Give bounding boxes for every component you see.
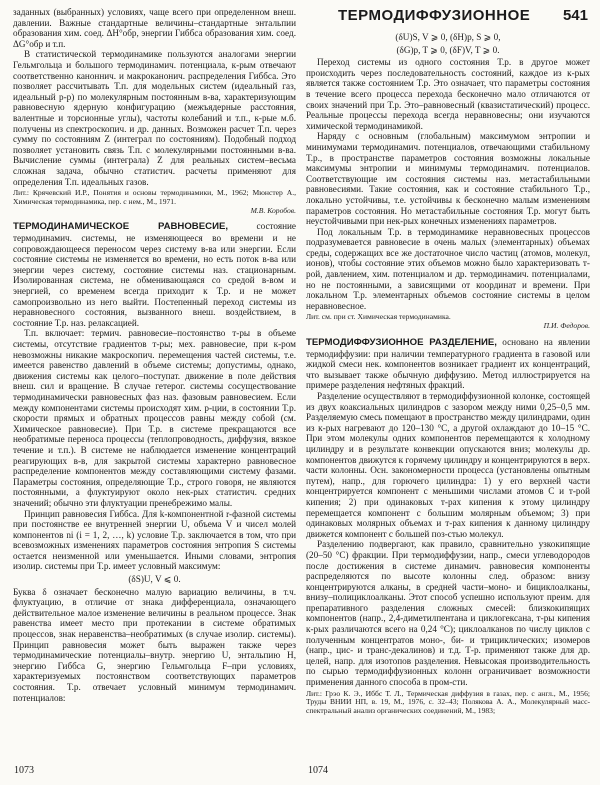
formula: (δG)p, T ⩾ 0, (δF)V, T ⩾ 0.: [396, 44, 500, 55]
paragraph: Под локальным Т.р. в термодинамике неравновесных процессов подразумевается равновесие в очень малых (элементарных) объемах среды, содержащих все же достаточное число частиц (атомов, молекул, ионов), чтобы состояние этих объемов можно было характеризовать т-рой, давлением, хим. потенциалом и др. термодинамич. потенциалами, но не постоянными, а зависящими от координат и времени. При локальном Т.р. элементарных объемов состояние системы в целом неравновесное.: [306, 226, 590, 311]
page-number: 541: [562, 7, 588, 24]
formula: (δS)U, V ⩽ 0.: [128, 574, 181, 585]
literature-text: Лит.: Грэо К. Э., Иббс Т. Л., Термическая диффузия в газах, пер. с англ., М., 1956; Труды ВНИИ НП, в. 19, М., 1976, с. 32–43; Полякова А. А., Молекулярный масс-спектральный анализ органических соединений, М., 1983;: [306, 688, 590, 716]
entry-headword: ТЕРМОДИФФУЗИОННОЕ РАЗДЕЛЕНИЕ,: [306, 337, 497, 349]
paragraph: Разделению подвергают, как правило, сравнительно узкокипящие (20–50 °С) фракции. При термодиффузии, напр., смеси углеводородов после достижения в системе динамич. равновесия компоненты распределяются по высоте колонны след. образом: внизу концентрируются алканы, в средней части–моно- и бициклоалканы, внизу–полициклоалканы. Этот способ успешно используют преим. для препаративного разделения сложных смесей: близкокипящих компонентов (напр., 2,4-диметилпентана и циклогексана, т-ры кипения к-рых различаются всего на 0,24 °С); циклоалканов по числу циклов с полученным концентратов моно-, би- и трициклических; изомеров (напр., цис- и транс-декалинов) и т.д. Т-р. применяют также для др. целей, напр. для изотопов разделения. Невысокая производительность по сырью термодиффузионных колонн ограничивает возможности применения данного способа в пром-сти.: [306, 539, 590, 688]
literature-note: [306, 690, 590, 716]
entry-intro: основано на явлении термодиффузии: при наличии температурного градиента в газовой или жидкой смеси нек. компонентов возникает градиент их концентраций, что вызывает также обычную диффузию. Метод иллюстрируется на примере разделения нефтяных фракций.: [306, 337, 590, 391]
literature-author: М.В. Коробов.: [250, 205, 296, 215]
paragraph: Т.п. включает: термич. равновесие–постоянство т-ры в объеме системы, отсутствие градиентов т-ры; мех. равновесие, при к-ром невозможны никакие макроскопич. перемещения частей системы, т.е. имеется равенство давлений в объеме системы; допустимы, однако, движения системы как целого–поступат. движение в поле действия внеш. сил и вращение. В случае гетерог. системы сосуществование термодинамически равновесных фаз наз. фазовым равновесием. Если между компонентами системы происходят хим. р-ции, в состоянии Т.р. скорости прямых и обратных процессов равны между собой (см. Химическое равновесие). При Т.р. в системе прекращаются все необратимые переноса процессы (теплопроводность, диффузия, вязкое течение и т.п.). В системе не наблюдается изменение концентраций реагирующих в-в, для закрытой системы характерно равновесное распределение компонентов между составляющими систему фазами. Параметры состояния, определяющие Т.р., строго говоря, не являются постоянными, а флуктуируют около нек-рых статистич. средних значений; обычно эти флуктуации пренебрежимо малы.: [13, 328, 296, 508]
paragraph: Буква δ означает бесконечно малую вариацию величины, в т.ч. флуктуацию, в отличие от знака дифференциала, означающего действительное малое изменение величины в реальном процессе. Знак равенства имеет место при протекании в системе обратимых процессов, знак неравенства–необратимых (в случае изолир. системы). Принцип равновесия может быть выражен также через термодинамические потенциалы–внутр. энергию U, энтальпию H, энергию Гиббса G, энергию Гельмгольца F–при условиях, характеризуемых постоянством соответствующих параметров состояния. Т.р. отвечает условный минимум термодинамич. потенциалов:: [13, 586, 296, 703]
entry-intro: состояние термодинамич. системы, не изменяющееся во времени и не сопровождающееся переносом через систему в-ва или энергии. Если состояние системы не изменяется во времени, но есть поток в-ва или энергии через систему, состояние системы наз. стационарным. Изолированная система, не обменивающаяся со средой в-вом и энергией, со временем всегда приходит к Т.р. и не может самопроизвольно из него выйти. Постепенный переход системы из неравновесного состояния, вызванного внеш. воздействием, в состояние Т.р. наз. релаксацией.: [13, 221, 296, 328]
paragraph: Переход системы из одного состояния Т.р. в другое может происходить через последовательность состояний, каждое из к-рых является также состоянием Т.р. Это означает, что параметры состояния в течение всего процесса перехода бесконечно мало отличаются от своих значений при Т.р. Это–равновесный (квазистатический) процесс. Реальные процессы перехода всегда неравновесны; они изучаются химической термодинамикой.: [306, 57, 590, 131]
paragraph: Принцип равновесия Гиббса. Для k-компонентной r-фазной системы при постоянстве ее внутренней энергии U, объема V и чисел молей компонентов ni (i = 1, 2, …, k) условие Т.р. заключается в том, что при всевозможных изменениях параметров состояния энтропия S системы остается неизменной или уменьшается. Иными словами, энтропия изолир. системы при Т.р. имеет условный максимум:: [13, 508, 296, 572]
literature-note: [13, 189, 296, 215]
right-column: [306, 30, 590, 716]
footer-right-number: 1074: [308, 765, 328, 776]
literature-text: Лит.: Крячевский И.Р., Понятия и основы термодинамики, М., 1962; Мюнстер А., Химическая термодинамика, пер. с нем., М., 1971.: [13, 188, 296, 206]
literature-author: П.И. Федоров.: [543, 321, 590, 331]
literature-text: Лит. см. при ст. Химическая термодинамика.: [306, 312, 451, 322]
footer-left-number: 1073: [14, 765, 34, 776]
entry-headword: ТЕРМОДИНАМИЧЕСКОЕ РАВНОВЕСИЕ,: [13, 221, 229, 233]
paragraph: В статистической термодинамике пользуются аналогами энергии Гельмгольца и большого термодинамич. потенциала, к-рым отвечают соответственно каноннич. и макроканонич. распределения Гиббса. Это позволяет рассчитывать Т.п. для модельных систем (идеальный газ, идеальный р-р) по молекулярным постоянным в-ва, характеризующим равновесную ядерную конфигурацию (межъядерные расстояния, валентные и торсионные углы), частоты колебаний и т.п., к-рые м.б. получены из спектроскопич. и др. данных. Возможен расчет Т.п. через сумму по состояниям Z (интеграл по состояниям). Подобный подход позволяет установить связь Т.п. с молекулярными постоянными в-ва. Вычисление суммы (интеграла) Z для реальных систем–весьма сложная задача, обычно статистич. расчеты применяют для определения Т.п. идеальных газов.: [13, 49, 296, 187]
entry-section: [13, 221, 296, 328]
paragraph: Наряду с основным (глобальным) максимумом энтропии и минимумами термодинамич. потенциалов, отвечающими стабильному Т.р., в пространстве параметров состояния возможны локальные максимумы энтропии и минимумы термодинамич. потенциалов. Соответствующие им состояния системы наз. метастабильными равновесиями. Такие состояния, как и состояние стабильного Т.р., локально устойчивы, т.е. устойчивы к бесконечно малым изменениям параметров состояния. Но метастабильные состояния Т.р. могут быть неустойчивыми при нек-рых конечных изменениях параметров.: [306, 131, 590, 227]
formula: (δU)S, V ⩾ 0, (δH)p, S ⩾ 0,: [395, 32, 501, 42]
paragraph: заданных (выбранных) условиях, чаще всего при определенном внеш. давлении. Важные стандартные величины–стандартные энтальпии образования хим. соед. ΔH°обр, энергии Гиббса образования хим. соед. ΔG°обр и т.п.: [13, 7, 296, 49]
literature-note: [306, 313, 590, 331]
paragraph: Разделение осуществляют в термодиффузионной колонке, состоящей из двух коаксиальных цилиндров с зазором между ними 0,25–0,5 мм. Разделяемую смесь помещают в пространство между цилиндрами, один из к-рых нагревают до 120–130 °С, а другой охлаждают до 10–15 °С. При этом молекулы одних компонентов перемещаются к холодному цилиндру и в результате конвекции опускаются вниз; молекулы др. компонентов движутся к горячему цилиндру и концентрируются в верх. части колонны. Осн. закономерности процесса (установлены опытным путем), напр., для горючего цилиндра: 1) у его верхней части концентрируется компонент с меньшими числами атомов С и т-рой кипения; 2) при одинаковых т-рах кипения к этому цилиндру перемещается компонент с большим молярным объемом; 3) при одинаковых молярных объемах и т-рах кипения к данному цилиндру движется компонент с большей поз-стью молекул.: [306, 391, 590, 539]
running-head-title: ТЕРМОДИФФУЗИОННОЕ: [338, 7, 531, 24]
entry-section: [306, 337, 590, 391]
running-head: [300, 7, 590, 27]
left-column: [13, 7, 296, 703]
